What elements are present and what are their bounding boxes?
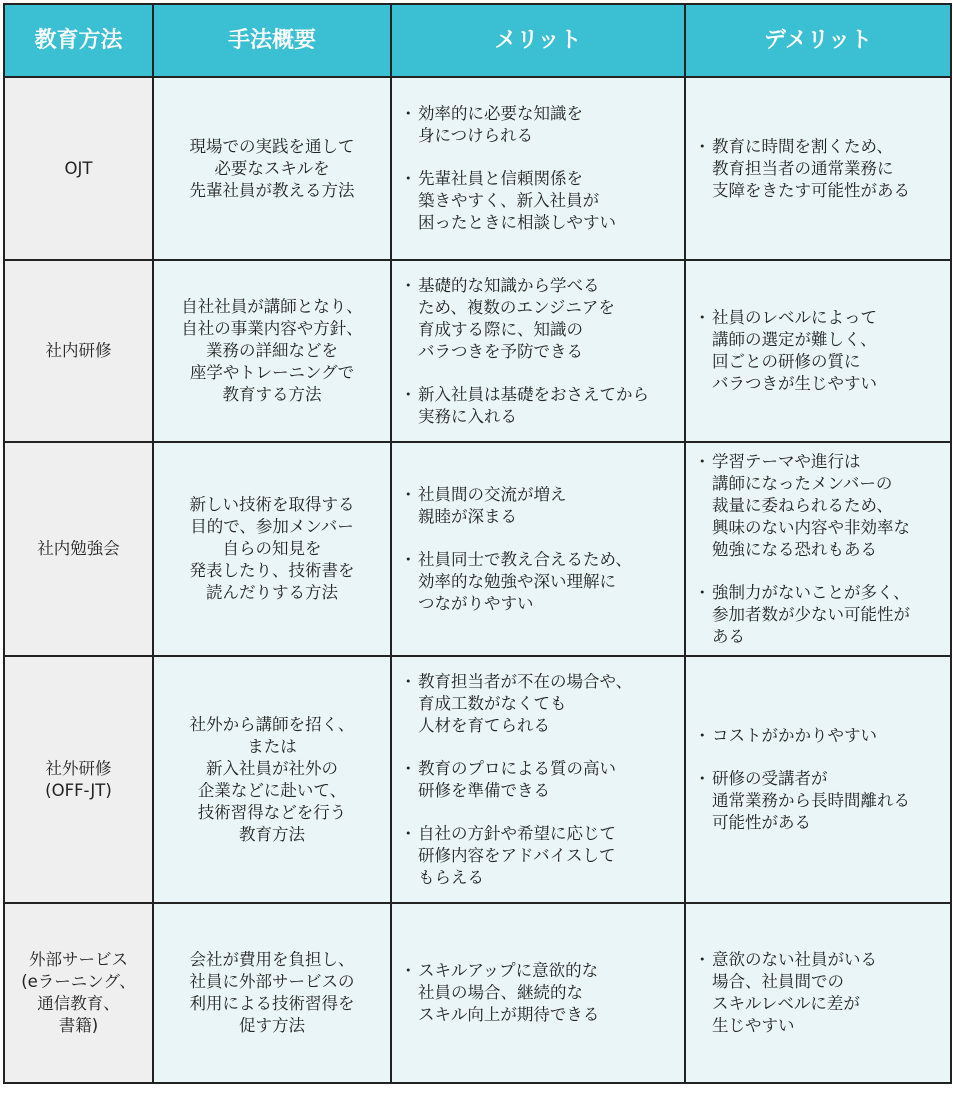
header-demerits: デメリット xyxy=(685,4,951,77)
bullet-item xyxy=(400,384,678,428)
text-line: 促す方法 xyxy=(239,1016,305,1035)
bullet-item xyxy=(400,758,678,802)
text-line: 社外研修 xyxy=(45,758,112,778)
text-line: 実務に入れる xyxy=(418,406,517,426)
text-line: 生じやすい xyxy=(712,1016,795,1035)
text-line: ある xyxy=(712,626,745,646)
text-line: ・ 先輩社員と信頼関係を xyxy=(418,169,583,188)
text-line: OJT xyxy=(64,158,93,178)
header-merits: メリット xyxy=(391,4,685,77)
text-line: 参加者数が少ない可能性が xyxy=(712,604,910,624)
bullet-item xyxy=(694,451,944,561)
text-line: 支障をきたす可能性がある xyxy=(712,180,910,200)
bullet-item xyxy=(400,103,678,147)
text-line: ・ 強制力がないことが多く、 xyxy=(712,582,910,602)
merits-list xyxy=(392,103,684,234)
text-line: 社外から講師を招く、 xyxy=(189,714,355,734)
text-line: 場合、社員間での xyxy=(712,972,844,991)
table-row xyxy=(4,442,951,656)
demerits-cell xyxy=(685,260,951,442)
merits-cell xyxy=(391,442,685,656)
text-line: ・ 基礎的な知識から学べる xyxy=(418,275,600,295)
merits-list xyxy=(392,671,684,889)
text-line: ・ 学習テーマや進行は xyxy=(712,451,861,471)
text-line: 研修内容をアドバイスして xyxy=(418,845,616,865)
text-line: 育成する際に、知識の xyxy=(418,319,583,339)
text-line: ・ コストがかかりやすい xyxy=(712,726,877,745)
demerits-cell xyxy=(685,656,951,903)
merits-list xyxy=(392,960,684,1026)
demerits-cell xyxy=(685,903,951,1083)
bullet-item xyxy=(400,823,678,889)
overview-cell xyxy=(153,260,391,442)
text-line: ・ 教育に時間を割くため、 xyxy=(712,136,893,156)
text-line: 社内研修 xyxy=(45,341,112,360)
method-cell xyxy=(4,442,153,656)
merits-cell xyxy=(391,77,685,260)
text-line: ・ 教育のプロによる質の高い xyxy=(418,758,616,778)
text-line: ・ 教育担当者が不在の場合や、 xyxy=(418,671,633,691)
text-line: 目的で、参加メンバー xyxy=(190,517,354,536)
text-line: 読んだりする方法 xyxy=(206,583,338,602)
bullet-item xyxy=(694,949,944,1037)
text-line: または xyxy=(247,736,297,756)
text-line: 研修を準備できる xyxy=(418,780,550,800)
text-line: 回ごとの研修の質に xyxy=(712,352,861,371)
method-cell xyxy=(4,903,153,1083)
text-line: 会社が費用を負担し、 xyxy=(189,950,355,969)
bullet-item xyxy=(400,671,678,737)
text-line: 書籍) xyxy=(58,1016,99,1035)
text-line: 企業などに赴いて、 xyxy=(197,780,347,800)
text-line: ・ 効率的に必要な知識を xyxy=(418,104,583,123)
text-line: ・ 意欲のない社員がいる xyxy=(712,950,877,969)
text-line: (OFF-JT) xyxy=(45,780,112,800)
text-line: 通信教育、 xyxy=(37,994,120,1013)
method-cell xyxy=(4,77,153,260)
header-method: 教育方法 xyxy=(4,4,153,77)
text-line: 自社社員が講師となり、 xyxy=(181,297,363,316)
overview-cell xyxy=(153,903,391,1083)
text-line: 勉強になる恐れもある xyxy=(712,539,877,559)
text-line: 困ったときに相談しやすい xyxy=(418,213,616,232)
table-row xyxy=(4,260,951,442)
demerits-list xyxy=(686,136,950,202)
bullet-item xyxy=(694,768,944,834)
overview-cell xyxy=(153,77,391,260)
demerits-list xyxy=(686,451,950,648)
text-line: 興味のない内容や非効率な xyxy=(712,517,910,537)
text-line: (eラーニング、 xyxy=(21,972,136,991)
text-line: 社員の場合、継続的な xyxy=(418,983,583,1002)
text-line: 教育方法 xyxy=(239,824,305,844)
merits-cell xyxy=(391,260,685,442)
overview-cell xyxy=(153,442,391,656)
header-overview: 手法概要 xyxy=(153,4,391,77)
text-line: 教育担当者の通常業務に xyxy=(712,158,894,178)
bullet-item xyxy=(694,725,944,747)
method-cell xyxy=(4,260,153,442)
text-line: 新しい技術を取得する xyxy=(189,495,355,514)
text-line: 身につけられる xyxy=(418,126,534,145)
table-row xyxy=(4,77,951,260)
text-line: 利用による技術習得を xyxy=(189,994,355,1013)
text-line: 裁量に委ねられるため、 xyxy=(712,495,893,515)
text-line: 人材を育てられる xyxy=(418,715,550,735)
overview-cell xyxy=(153,656,391,903)
text-line: 外部サービス xyxy=(29,950,128,969)
demerits-list xyxy=(686,949,950,1037)
text-line: 新入社員が社外の xyxy=(206,758,338,778)
text-line: 講師になったメンバーの xyxy=(712,473,893,493)
bullet-item xyxy=(400,275,678,363)
text-line: スキルレベルに差が xyxy=(712,994,860,1013)
text-line: 自社の事業内容や方針、 xyxy=(181,319,363,338)
method-cell xyxy=(4,656,153,903)
header-row xyxy=(4,4,951,77)
text-line: 可能性がある xyxy=(712,813,811,832)
text-line: 業務の詳細などを xyxy=(206,341,338,360)
text-line: 座学やトレーニングで xyxy=(189,363,355,382)
table-row xyxy=(4,656,951,903)
text-line: 現場での実践を通して xyxy=(189,136,355,156)
demerits-cell xyxy=(685,442,951,656)
bullet-item xyxy=(400,168,678,234)
text-line: 発表したり、技術書を xyxy=(189,561,355,580)
text-line: もらえる xyxy=(418,867,484,887)
text-line: 効率的な勉強や深い理解に xyxy=(418,571,616,591)
bullet-item xyxy=(694,136,944,202)
bullet-item xyxy=(400,549,678,615)
bullet-item xyxy=(400,484,678,528)
education-methods-table xyxy=(3,3,952,1084)
demerits-list xyxy=(686,725,950,834)
text-line: ・ スキルアップに意欲的な xyxy=(418,961,599,980)
bullet-item xyxy=(694,307,944,395)
text-line: 必要なスキルを xyxy=(214,158,330,178)
text-line: バラつきが生じやすい xyxy=(712,374,877,393)
text-line: 自らの知見を xyxy=(222,539,322,558)
text-line: 教育する方法 xyxy=(222,385,322,404)
text-line: 先輩社員が教える方法 xyxy=(189,180,355,200)
merits-cell xyxy=(391,903,685,1083)
text-line: つながりやすい xyxy=(418,593,534,613)
text-line: 社内勉強会 xyxy=(37,539,120,558)
bullet-item xyxy=(694,582,944,648)
text-line: 通常業務から長時間離れる xyxy=(712,791,910,810)
text-line: スキル向上が期待できる xyxy=(418,1005,600,1024)
demerits-list xyxy=(686,307,950,395)
text-line: 親睦が深まる xyxy=(418,506,517,526)
text-line: 講師の選定が難しく、 xyxy=(712,330,877,349)
text-line: ・ 新入社員は基礎をおさえてから xyxy=(418,384,649,404)
merits-cell xyxy=(391,656,685,903)
text-line: ・ 社員のレベルによって xyxy=(712,308,877,327)
text-line: 築きやすく、新入社員が xyxy=(418,191,600,210)
text-line: 育成工数がなくても xyxy=(418,693,567,713)
demerits-cell xyxy=(685,77,951,260)
text-line: ・ 研修の受講者が xyxy=(712,769,828,788)
text-line: ため、複数のエンジニアを xyxy=(418,297,615,317)
text-line: ・ 社員同士で教え合えるため、 xyxy=(418,549,632,569)
text-line: 社員に外部サービスの xyxy=(189,972,355,991)
bullet-item xyxy=(400,960,678,1026)
table-row xyxy=(4,903,951,1083)
text-line: ・ 自社の方針や希望に応じて xyxy=(418,823,616,843)
text-line: 技術習得などを行う xyxy=(197,802,347,822)
merits-list xyxy=(392,275,684,428)
text-line: ・ 社員間の交流が増え xyxy=(418,484,567,504)
merits-list xyxy=(392,484,684,615)
text-line: バラつきを予防できる xyxy=(418,341,583,361)
